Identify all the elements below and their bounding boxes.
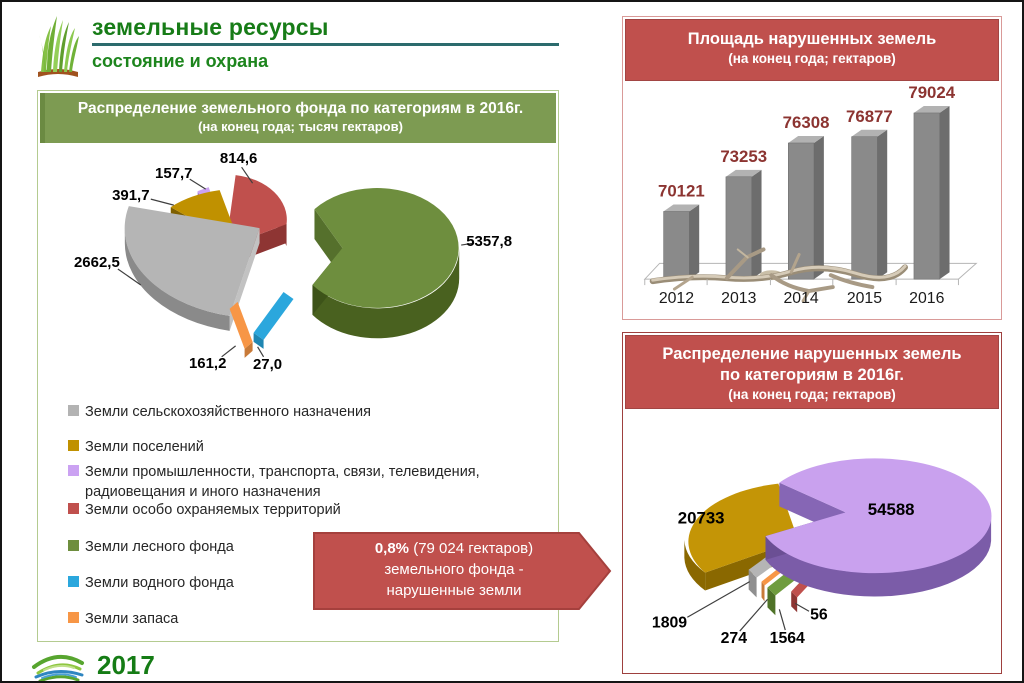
pie-value-label: 27,0 [252, 355, 283, 373]
legend-item [68, 500, 508, 520]
callout-text [325, 538, 583, 601]
disturbed-pie-subtitle: (на конец года; гектаров) [728, 387, 896, 402]
land-fund-title: Распределение земельного фонда по категориям в 2016г. [77, 100, 524, 117]
pie2-value-label: 1809 [651, 614, 688, 632]
pie-value-label: 5357,8 [466, 233, 513, 251]
bar-2014 [788, 136, 824, 279]
legend-swatch [68, 612, 79, 623]
publication-year: 2017 [97, 650, 155, 680]
land-fund-pie-chart [38, 143, 560, 393]
pie-slice-forest [312, 188, 459, 338]
legend-label: Земли особо охраняемых территорий [85, 502, 341, 518]
pie2-slice-lilac [765, 458, 991, 596]
bar-value-label: 73253 [720, 146, 768, 166]
legend-label: Земли сельскохозяйственного назначения [85, 404, 371, 420]
land-fund-subtitle: (на конец года; тысяч гектаров) [198, 119, 403, 134]
bar-value-label: 70121 [657, 181, 705, 201]
bar-year-label: 2016 [909, 289, 945, 307]
bar-2012 [664, 205, 700, 280]
legend-swatch [68, 503, 79, 514]
disturbed-pie-header [625, 335, 999, 409]
pie-value-label: 157,7 [155, 165, 193, 183]
page-subtitle: состояние и охрана [92, 51, 269, 71]
pie2-value-label: 1564 [769, 630, 805, 648]
callout-percent: 0,8% [374, 540, 410, 557]
pie-value-label: 391,7 [112, 187, 150, 205]
legend-swatch [68, 576, 79, 587]
bar-value-label: 79024 [908, 83, 956, 103]
legend-swatch [68, 405, 79, 416]
pie-value-label: 814,6 [219, 150, 258, 168]
bar-year-label: 2015 [846, 289, 883, 307]
callout-line2: земельного фонда - [384, 561, 524, 578]
disturbed-area-title: Площадь нарушенных земель [687, 30, 937, 48]
legend-swatch [68, 465, 79, 476]
legend-item [68, 437, 508, 457]
bar-2015 [852, 130, 888, 279]
disturbed-pie-chart [623, 413, 1001, 673]
disturbed-area-bar-chart [623, 81, 1001, 319]
disturbed-area-subtitle: (на конец года; гектаров) [728, 51, 896, 66]
legend-item [68, 609, 508, 629]
bar-2016 [914, 106, 950, 279]
legend-swatch [68, 440, 79, 451]
pie2-value-label: 54588 [867, 499, 915, 519]
disturbed-pie-title-line1: Распределение нарушенных земель [662, 345, 962, 363]
bar-year-label: 2012 [658, 289, 695, 307]
publication-logo [30, 647, 88, 683]
land-fund-panel [37, 90, 559, 642]
legend-label: Земли лесного фонда [85, 539, 234, 555]
land-fund-panel-header [40, 93, 556, 143]
legend-label: Земли водного фонда [85, 575, 234, 591]
legend-label: Земли поселений [85, 439, 204, 455]
legend-item [68, 462, 508, 502]
bar-year-label: 2013 [721, 289, 757, 307]
bar-year-label: 2014 [783, 289, 819, 307]
callout-rest: (79 024 гектаров) [409, 540, 534, 557]
pie2-value-label: 56 [810, 606, 828, 624]
disturbed-pie-title-line2: по категориям в 2016г. [720, 366, 904, 384]
title-rule [92, 43, 559, 46]
pie2-value-label: 20733 [677, 508, 725, 528]
bar-value-label: 76877 [846, 106, 893, 126]
page-title: земельные ресурсы [92, 14, 329, 40]
legend-item [68, 402, 508, 422]
disturbed-area-header [625, 19, 999, 81]
pie-slice-water [254, 292, 294, 349]
bar-value-label: 76308 [782, 113, 830, 133]
disturbed-area-panel [622, 16, 1002, 320]
callout-line3: нарушенные земли [386, 582, 522, 599]
disturbed-pie-panel [622, 332, 1002, 674]
legend-swatch [68, 540, 79, 551]
pie2-value-label: 274 [720, 630, 748, 648]
pie-slice-reserve [230, 302, 253, 358]
legend-label: Земли промышленности, транспорта, связи, телевидения, радиовещания и иного назначения [85, 464, 480, 500]
grass-icon [35, 10, 81, 80]
pie-value-label: 2662,5 [73, 253, 120, 271]
pie-value-label: 161,2 [188, 354, 227, 372]
legend-label: Земли запаса [85, 611, 179, 627]
